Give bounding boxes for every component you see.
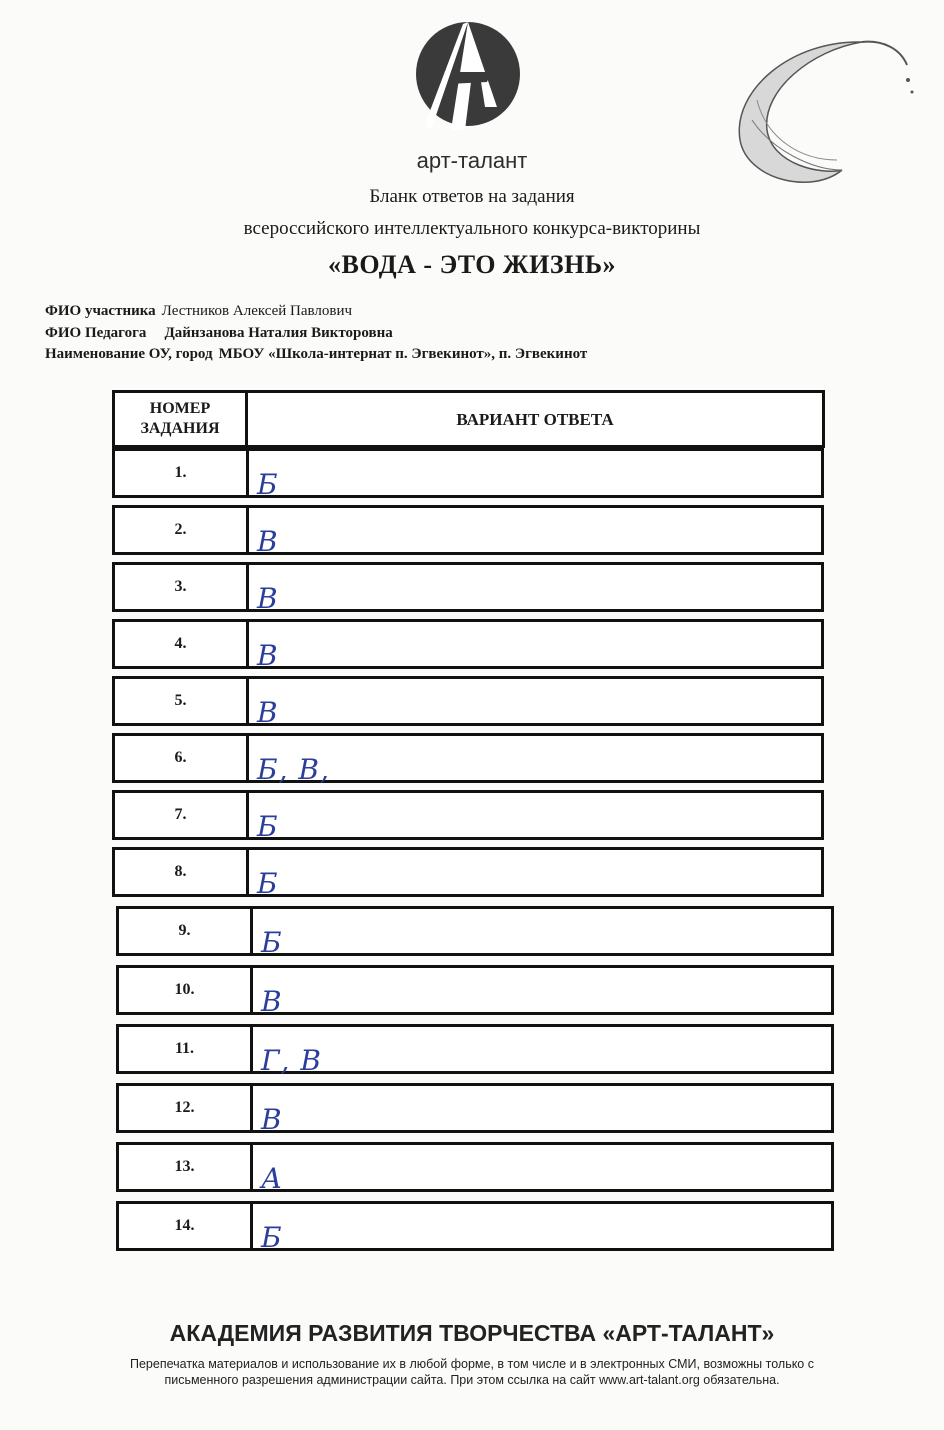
answer-cell[interactable] xyxy=(249,793,821,843)
task-number: 12. xyxy=(119,1086,253,1130)
contest-name: «ВОДА - ЭТО ЖИЗНЬ» xyxy=(327,250,617,279)
art-talant-logo-icon xyxy=(413,12,523,147)
teacher-name: Дайнзанова Наталия Викторовна xyxy=(164,325,393,341)
task-number: 7. xyxy=(115,793,249,837)
handwritten-answer: Б, В, xyxy=(257,753,330,786)
task-number: 9. xyxy=(119,909,253,953)
answer-cell[interactable] xyxy=(253,1086,831,1136)
form-title: Бланк ответов на задания xyxy=(369,186,575,207)
handwritten-answer: Б xyxy=(257,810,279,843)
footer-notice-line1: Перепечатка материалов и использование их в любой форме, в том числе и в электронных СМИ, возможны только с xyxy=(129,1357,814,1371)
task-number: 6. xyxy=(115,736,249,780)
answer-cell[interactable] xyxy=(249,565,821,615)
task-number: 13. xyxy=(119,1145,253,1189)
task-number: 4. xyxy=(115,622,249,666)
answer-cell[interactable] xyxy=(249,736,821,786)
school-label: Наименование ОУ, город xyxy=(45,346,213,362)
task-number: 10. xyxy=(119,968,253,1012)
answer-cell[interactable] xyxy=(249,679,821,729)
answer-cell[interactable] xyxy=(249,622,821,672)
table-row xyxy=(112,733,824,786)
answer-cell[interactable] xyxy=(253,1204,831,1254)
table-row xyxy=(112,847,824,900)
table-row xyxy=(116,1083,834,1136)
form-subtitle: всероссийского интеллектуального конкурса-викторины xyxy=(243,218,701,239)
answer-cell[interactable] xyxy=(253,968,831,1018)
task-number: 11. xyxy=(119,1027,253,1071)
footer-title: АКАДЕМИЯ РАЗВИТИЯ ТВОРЧЕСТВА «АРТ-ТАЛАНТ» xyxy=(169,1320,775,1346)
handwritten-answer: А xyxy=(261,1162,284,1195)
task-number: 8. xyxy=(115,850,249,894)
table-row xyxy=(112,562,824,615)
footer-notice-line2: письменного разрешения администрации сайта. При этом ссылка на сайт www.art-talant.org обязательна. xyxy=(164,1373,780,1387)
header-task-number: НОМЕР ЗАДАНИЯ xyxy=(112,390,248,448)
task-number: 14. xyxy=(119,1204,253,1248)
participant-label: ФИО участника xyxy=(45,303,156,319)
table-row xyxy=(112,505,824,558)
answer-table xyxy=(112,386,830,1254)
answer-cell[interactable] xyxy=(253,1027,831,1077)
table-row xyxy=(116,1024,834,1077)
water-wave-icon xyxy=(712,20,922,195)
handwritten-answer: В xyxy=(261,1103,283,1136)
handwritten-answer: В xyxy=(257,639,279,672)
table-row xyxy=(112,448,824,501)
handwritten-answer: В xyxy=(257,582,279,615)
handwritten-answer: Б xyxy=(257,867,279,900)
school-name: МБОУ «Школа-интернат п. Эгвекинот», п. Эгвекинот xyxy=(218,346,588,362)
answer-cell[interactable] xyxy=(253,909,831,959)
participant-line xyxy=(45,303,352,320)
handwritten-answer: Б xyxy=(261,1221,283,1254)
participant-name: Лестников Алексей Павлович xyxy=(161,303,353,319)
task-number: 5. xyxy=(115,679,249,723)
handwritten-answer: В xyxy=(261,985,283,1018)
handwritten-answer: Б xyxy=(257,468,279,501)
table-row xyxy=(116,965,834,1018)
table-row xyxy=(116,1142,834,1195)
table-row xyxy=(116,1201,834,1254)
header-answer: ВАРИАНТ ОТВЕТА xyxy=(245,390,825,448)
table-row xyxy=(112,676,824,729)
table-row xyxy=(112,790,824,843)
teacher-line xyxy=(45,325,393,342)
answer-cell[interactable] xyxy=(249,508,821,558)
task-number: 3. xyxy=(115,565,249,609)
handwritten-answer: Б xyxy=(261,926,283,959)
handwritten-answer: В xyxy=(257,696,279,729)
answer-cell[interactable] xyxy=(253,1145,831,1195)
brand-name: арт-талант xyxy=(416,148,528,173)
task-number: 1. xyxy=(115,451,249,495)
answer-cell[interactable] xyxy=(249,850,821,900)
table-row xyxy=(116,906,834,959)
handwritten-answer: В xyxy=(257,525,279,558)
table-row xyxy=(112,619,824,672)
task-number: 2. xyxy=(115,508,249,552)
answer-cell[interactable] xyxy=(249,451,821,501)
handwritten-answer: Г, В xyxy=(261,1044,322,1077)
school-line xyxy=(45,346,587,363)
teacher-label: ФИО Педагога xyxy=(45,325,147,341)
